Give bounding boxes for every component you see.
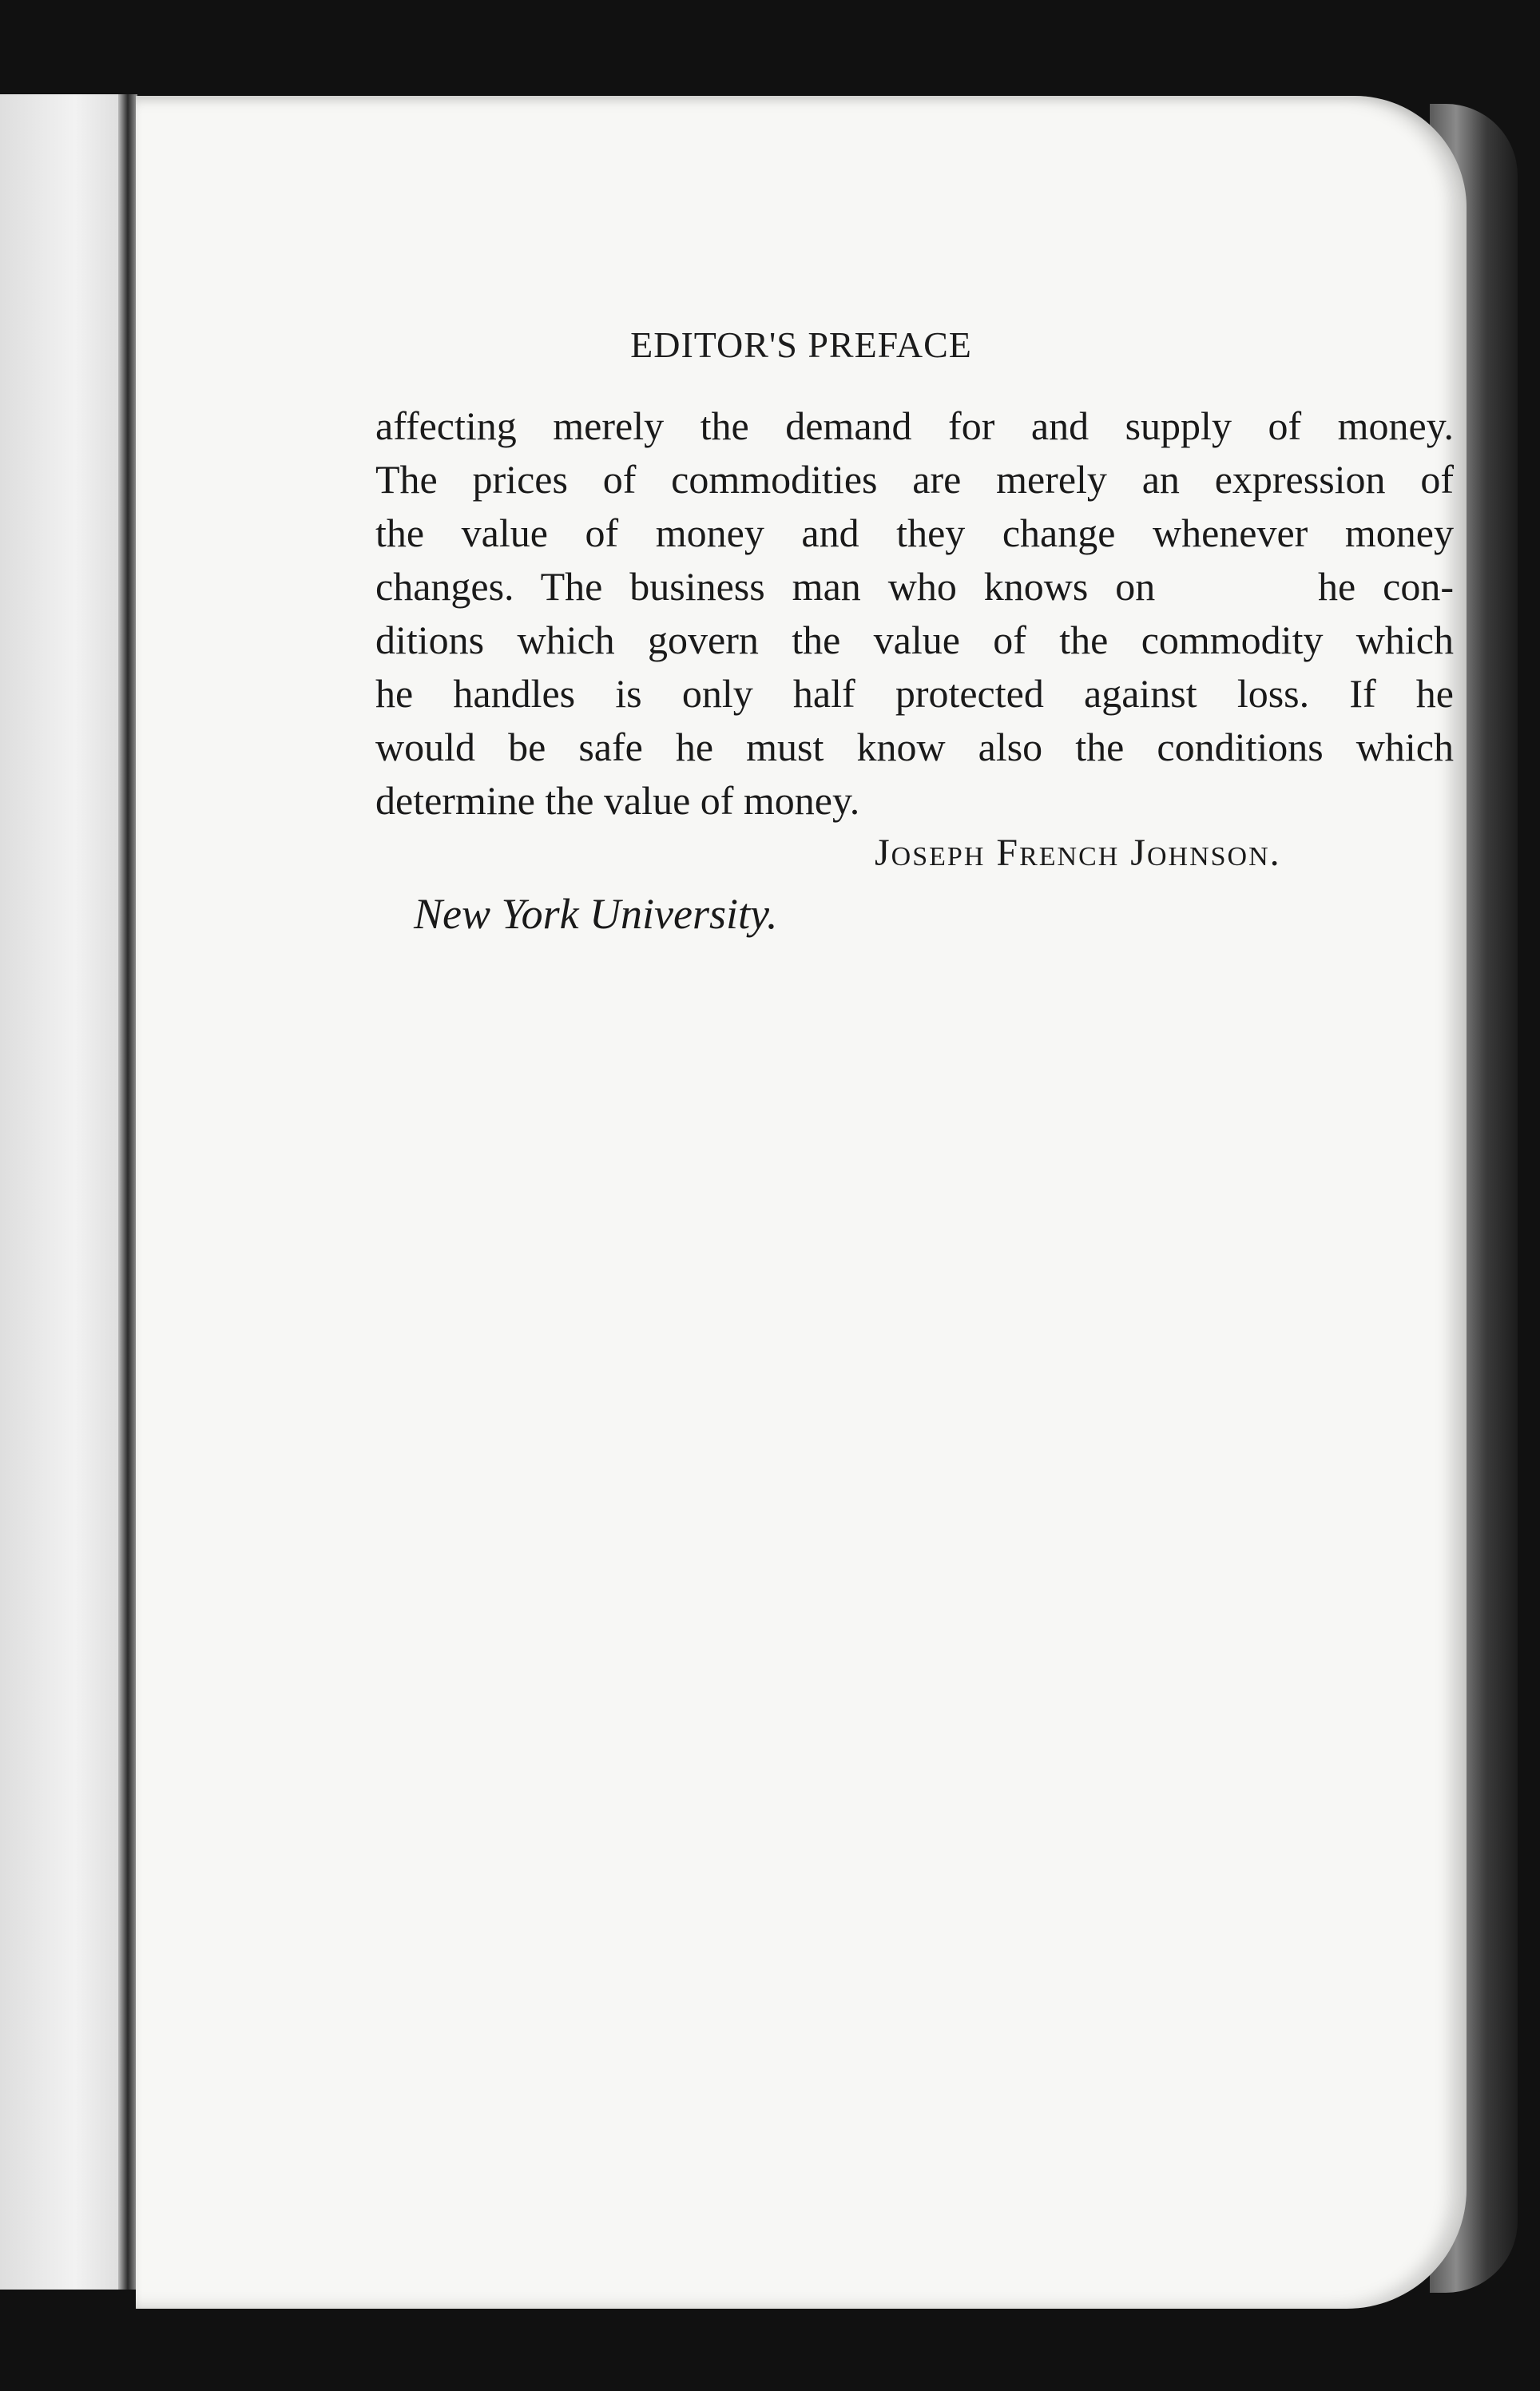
book-gutter [118, 94, 137, 2290]
body-line: affecting merely the demand for and supply of money. [375, 403, 1454, 448]
body-line: The prices of commodities are merely an expression of [375, 457, 1454, 502]
body-line-fragment: he con- [1318, 564, 1455, 609]
preface-body [375, 399, 1454, 828]
body-line: determine the value of money. [375, 778, 860, 823]
author-signature: Joseph French Johnson. [875, 832, 1281, 874]
body-line-split [375, 560, 1454, 614]
left-page-edge [0, 94, 136, 2290]
faded-gap [1182, 564, 1291, 609]
body-line: ditions which govern the value of the commodity which [375, 618, 1454, 662]
body-line-fragment: changes. The business man who knows on [375, 564, 1156, 609]
preface-page [136, 96, 1467, 2309]
author-affiliation: New York University. [414, 890, 778, 938]
running-head: EDITOR'S PREFACE [630, 324, 972, 365]
body-line: he handles is only half protected against loss. If he [375, 671, 1454, 716]
body-line: would be safe he must know also the conditions which [375, 725, 1454, 769]
body-line: the value of money and they change whenever money [375, 510, 1454, 555]
